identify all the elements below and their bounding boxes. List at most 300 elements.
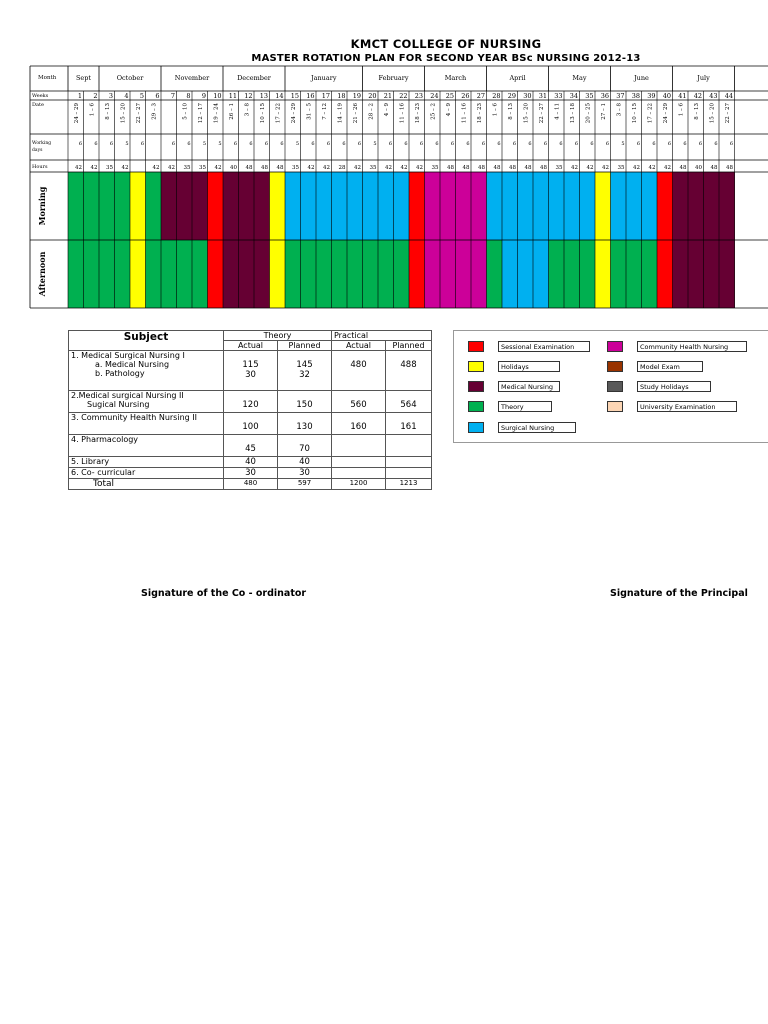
afternoon-block xyxy=(704,240,720,308)
week-number: 42 xyxy=(693,92,702,100)
working-days-value: 6 xyxy=(667,141,671,147)
afternoon-block xyxy=(471,240,487,308)
hours-value: 42 xyxy=(416,165,423,171)
week-number: 44 xyxy=(724,92,733,100)
morning-block xyxy=(409,172,425,240)
morning-block xyxy=(611,172,627,240)
morning-block xyxy=(580,172,596,240)
date-range: 13 – 18 xyxy=(569,103,576,124)
date-range: 8 – 13 xyxy=(693,103,700,120)
week-number: 18 xyxy=(337,92,346,100)
month-label: May xyxy=(572,74,587,82)
morning-block xyxy=(626,172,642,240)
legend-swatch xyxy=(607,361,623,372)
hours-cell: 120 xyxy=(224,391,278,413)
morning-block xyxy=(99,172,115,240)
table-row xyxy=(69,457,432,468)
row-label-month: Month xyxy=(38,75,57,81)
morning-block xyxy=(549,172,565,240)
month-label: February xyxy=(378,74,409,82)
hours-value: 42 xyxy=(648,165,656,171)
table-row xyxy=(69,391,432,413)
date-range: 4 – 11 xyxy=(554,103,561,120)
afternoon-block xyxy=(440,240,456,308)
working-days-value: 5 xyxy=(295,141,299,147)
row-label-afternoon: Afternoon xyxy=(37,251,47,297)
month-label: December xyxy=(237,74,271,82)
legend-label: Model Exam xyxy=(637,361,703,372)
month-label: April xyxy=(509,74,526,82)
morning-block xyxy=(394,172,410,240)
week-number: 5 xyxy=(139,92,144,100)
legend-swatch xyxy=(468,361,484,372)
subject-label: Total xyxy=(93,479,115,489)
hours-cell: 70 xyxy=(278,435,332,457)
working-days-value: 6 xyxy=(94,141,98,147)
date-range: 20 – 25 xyxy=(585,103,592,124)
afternoon-block xyxy=(316,240,332,308)
afternoon-block xyxy=(719,240,735,308)
morning-block xyxy=(270,172,286,240)
afternoon-block xyxy=(146,240,162,308)
hours-cell xyxy=(332,468,386,479)
afternoon-block xyxy=(254,240,270,308)
date-range: 11 – 16 xyxy=(399,103,406,124)
hours-value: 42 xyxy=(90,165,98,171)
date-range: 24 – 29 xyxy=(290,103,297,124)
date-range: 10 – 15 xyxy=(259,103,266,124)
working-days-value: 6 xyxy=(404,141,408,147)
afternoon-block xyxy=(192,240,208,308)
morning-block xyxy=(378,172,394,240)
column-header: Planned xyxy=(278,341,332,351)
week-number: 33 xyxy=(554,92,563,100)
working-days-value: 6 xyxy=(435,141,439,147)
week-number: 12 xyxy=(244,92,253,100)
working-days-value: 6 xyxy=(714,141,718,147)
afternoon-block xyxy=(595,240,611,308)
month-label: Sept xyxy=(75,74,92,82)
date-range: 14 – 19 xyxy=(337,103,344,124)
week-number: 43 xyxy=(709,92,718,100)
afternoon-block xyxy=(239,240,255,308)
subject-sub-label: Sugical Nursing xyxy=(87,400,150,409)
working-days-value: 6 xyxy=(450,141,454,147)
hours-cell: 1213 xyxy=(386,479,432,490)
morning-block xyxy=(456,172,472,240)
hours-value: 42 xyxy=(152,165,160,171)
working-days-value: 6 xyxy=(698,141,702,147)
hours-cell: 560 xyxy=(332,391,386,413)
hours-cell xyxy=(332,435,386,457)
hours-cell: 115 30 xyxy=(224,351,278,391)
date-range: 17 – 22 xyxy=(647,103,654,124)
column-header: Planned xyxy=(386,341,432,351)
morning-block xyxy=(192,172,208,240)
hours-value: 42 xyxy=(75,165,82,171)
working-days-value: 6 xyxy=(528,141,532,147)
coordinator-signature: Signature of the Co - ordinator xyxy=(141,588,307,599)
hours-value: 42 xyxy=(385,165,392,171)
week-number: 8 xyxy=(186,92,191,100)
morning-block xyxy=(332,172,348,240)
date-range: 1 – 6 xyxy=(89,103,96,117)
working-days-value: 6 xyxy=(683,141,687,147)
morning-block xyxy=(363,172,379,240)
afternoon-block xyxy=(502,240,518,308)
hours-value: 42 xyxy=(354,165,361,171)
week-number: 37 xyxy=(616,92,625,100)
week-number: 25 xyxy=(445,92,454,100)
table-row xyxy=(69,435,432,457)
week-number: 14 xyxy=(275,92,284,100)
date-range: 8 – 13 xyxy=(104,103,111,120)
morning-block xyxy=(285,172,301,240)
hours-cell: 150 xyxy=(278,391,332,413)
afternoon-block xyxy=(84,240,100,308)
legend-label: Holidays xyxy=(498,361,560,372)
afternoon-block xyxy=(580,240,596,308)
table-row xyxy=(69,479,432,490)
hours-value: 48 xyxy=(276,165,284,171)
date-range: 22 – 27 xyxy=(538,103,545,124)
afternoon-block xyxy=(657,240,673,308)
working-days-value: 6 xyxy=(419,141,423,147)
hours-cell: 30 xyxy=(278,468,332,479)
afternoon-block xyxy=(332,240,348,308)
date-range: 10 – 15 xyxy=(631,103,638,124)
subject-label: 2.Medical surgical Nursing II xyxy=(71,391,184,400)
working-days-value: 6 xyxy=(729,141,733,147)
morning-block xyxy=(642,172,658,240)
morning-block xyxy=(533,172,549,240)
week-number: 36 xyxy=(600,92,609,100)
subject-label: 1. Medical Surgical Nursing I xyxy=(71,351,185,360)
table-row xyxy=(69,351,432,391)
row-label-date: Date xyxy=(32,102,44,108)
hours-cell xyxy=(386,468,432,479)
week-number: 38 xyxy=(631,92,640,100)
date-range: 15 – 20 xyxy=(120,103,127,124)
hours-value: 42 xyxy=(633,165,640,171)
morning-block xyxy=(177,172,193,240)
subject-hours-table xyxy=(68,330,432,490)
month-label: March xyxy=(444,74,467,82)
row-label-morning: Morning xyxy=(37,186,47,226)
date-range: 28 – 2 xyxy=(368,103,375,120)
date-range: 1 – 6 xyxy=(492,103,499,117)
morning-block xyxy=(208,172,224,240)
date-range: 22 – 27 xyxy=(724,103,731,124)
morning-block xyxy=(68,172,84,240)
afternoon-block xyxy=(347,240,363,308)
hours-value: 42 xyxy=(400,165,408,171)
week-number: 17 xyxy=(321,92,330,100)
date-range: 29 – 3 xyxy=(151,103,158,120)
working-days-value: 6 xyxy=(559,141,563,147)
hours-cell: 480 xyxy=(224,479,278,490)
afternoon-block xyxy=(549,240,565,308)
week-number: 35 xyxy=(585,92,594,100)
afternoon-block xyxy=(688,240,704,308)
afternoon-block xyxy=(626,240,642,308)
hours-value: 42 xyxy=(307,165,315,171)
afternoon-block xyxy=(673,240,689,308)
hours-value: 48 xyxy=(478,165,485,171)
working-days-value: 6 xyxy=(187,141,191,147)
hours-value: 35 xyxy=(199,165,206,171)
morning-block xyxy=(688,172,704,240)
legend-swatch xyxy=(468,401,484,412)
hours-value: 40 xyxy=(230,165,237,171)
week-number: 34 xyxy=(569,92,578,100)
table-row xyxy=(69,413,432,435)
legend-swatch xyxy=(607,341,623,352)
date-range: 8 – 13 xyxy=(507,103,514,120)
hours-value: 42 xyxy=(586,165,594,171)
legend-label: Community Health Nursing xyxy=(637,341,747,352)
working-days-value: 6 xyxy=(264,141,268,147)
working-days-value: 6 xyxy=(543,141,547,147)
hours-value: 42 xyxy=(168,165,175,171)
working-days-value: 6 xyxy=(280,141,284,147)
month-label: October xyxy=(116,74,144,82)
working-days-value: 6 xyxy=(388,141,392,147)
subject-name xyxy=(69,413,224,435)
afternoon-block xyxy=(115,240,131,308)
college-name: KMCT COLLEGE OF NURSING xyxy=(350,37,542,51)
week-number: 41 xyxy=(678,92,687,100)
afternoon-block xyxy=(564,240,580,308)
working-days-value: 5 xyxy=(621,141,625,147)
date-range: 4 – 9 xyxy=(383,103,390,117)
morning-block xyxy=(130,172,146,240)
hours-value: 42 xyxy=(602,165,609,171)
legend-swatch xyxy=(468,381,484,392)
morning-block xyxy=(657,172,673,240)
morning-block xyxy=(487,172,503,240)
morning-block xyxy=(223,172,239,240)
subject-name xyxy=(69,468,224,479)
hours-value: 48 xyxy=(245,165,253,171)
week-number: 39 xyxy=(647,92,656,100)
legend-label: Theory xyxy=(498,401,552,412)
date-range: 4 – 9 xyxy=(445,103,452,117)
working-days-value: 6 xyxy=(605,141,609,147)
date-range: 31 – 5 xyxy=(306,103,313,120)
hours-value: 42 xyxy=(664,165,671,171)
hours-cell: 480 xyxy=(332,351,386,391)
morning-block xyxy=(471,172,487,240)
week-number: 30 xyxy=(523,92,532,100)
hours-cell xyxy=(332,457,386,468)
afternoon-block xyxy=(177,240,193,308)
working-days-value: 6 xyxy=(652,141,656,147)
afternoon-block xyxy=(409,240,425,308)
morning-block xyxy=(301,172,317,240)
legend-swatch xyxy=(468,341,484,352)
week-number: 22 xyxy=(399,92,408,100)
hours-cell: 160 xyxy=(332,413,386,435)
subject-sub-label: a. Medical Nursing xyxy=(95,360,170,369)
working-days-value: 5 xyxy=(373,141,377,147)
morning-block xyxy=(84,172,100,240)
date-range: 3 – 8 xyxy=(244,103,251,117)
week-number: 27 xyxy=(476,92,485,100)
week-number: 29 xyxy=(507,92,516,100)
week-number: 11 xyxy=(228,92,237,100)
hours-value: 35 xyxy=(183,165,191,171)
date-range: 27 – 1 xyxy=(600,103,607,120)
hours-value: 48 xyxy=(261,165,268,171)
rotation-grid xyxy=(0,0,768,320)
subject-name xyxy=(69,457,224,468)
hours-cell: 597 xyxy=(278,479,332,490)
plan-title: MASTER ROTATION PLAN FOR SECOND YEAR BSc NURSING 2012-13 xyxy=(251,53,641,64)
hours-cell: 1200 xyxy=(332,479,386,490)
afternoon-block xyxy=(301,240,317,308)
date-range: 5 – 10 xyxy=(182,103,189,120)
legend-box xyxy=(453,330,768,443)
date-range: 15 – 20 xyxy=(709,103,716,124)
working-days-value: 6 xyxy=(466,141,470,147)
row-label-days: days xyxy=(32,148,43,153)
hours-value: 48 xyxy=(493,165,501,171)
hours-value: 42 xyxy=(214,165,222,171)
subject-label: 5. Library xyxy=(71,457,110,466)
morning-block xyxy=(440,172,456,240)
hours-value: 35 xyxy=(431,165,439,171)
legend-label: University Examination xyxy=(637,401,737,412)
afternoon-block xyxy=(285,240,301,308)
working-days-value: 6 xyxy=(233,141,237,147)
theory-header: Theory xyxy=(224,331,332,341)
date-range: 24 – 29 xyxy=(73,103,80,124)
date-range: 22 – 27 xyxy=(135,103,142,124)
hours-cell: 45 xyxy=(224,435,278,457)
working-days-value: 6 xyxy=(109,141,113,147)
week-number: 21 xyxy=(383,92,392,100)
hours-value: 48 xyxy=(726,165,733,171)
hours-value: 48 xyxy=(462,165,470,171)
hours-value: 28 xyxy=(338,165,346,171)
afternoon-block xyxy=(270,240,286,308)
week-number: 20 xyxy=(368,92,377,100)
working-days-value: 5 xyxy=(218,141,222,147)
working-days-value: 6 xyxy=(249,141,253,147)
subject-label: 6. Co- curricular xyxy=(71,468,136,477)
subject-label: 4. Pharmacology xyxy=(71,435,139,444)
month-label: November xyxy=(174,74,210,82)
date-range: 1 – 6 xyxy=(678,103,685,117)
morning-block xyxy=(704,172,720,240)
week-number: 2 xyxy=(93,92,98,100)
subject-header: Subject xyxy=(69,331,224,351)
working-days-value: 6 xyxy=(78,141,82,147)
date-range: 18 – 23 xyxy=(414,103,421,124)
hours-value: 40 xyxy=(695,165,702,171)
subject-sub-label: b. Pathology xyxy=(95,369,145,378)
working-days-value: 5 xyxy=(125,141,129,147)
morning-block xyxy=(502,172,518,240)
hours-value: 48 xyxy=(540,165,547,171)
morning-block xyxy=(146,172,162,240)
week-number: 19 xyxy=(352,92,361,100)
hours-value: 35 xyxy=(369,165,377,171)
afternoon-block xyxy=(68,240,84,308)
working-days-value: 6 xyxy=(342,141,346,147)
afternoon-block xyxy=(533,240,549,308)
legend-label: Sessional Examination xyxy=(498,341,590,352)
afternoon-block xyxy=(363,240,379,308)
hours-value: 35 xyxy=(555,165,563,171)
morning-block xyxy=(564,172,580,240)
date-range: 26 – 1 xyxy=(228,103,235,120)
week-number: 1 xyxy=(77,92,82,100)
week-number: 28 xyxy=(492,92,501,100)
legend-swatch xyxy=(607,381,623,392)
week-number: 26 xyxy=(461,92,470,100)
table-row xyxy=(69,468,432,479)
date-range: 25 – 2 xyxy=(430,103,437,120)
legend-label: Medical Nursing xyxy=(498,381,560,392)
date-range: 21 – 26 xyxy=(352,103,359,124)
legend-label: Study Holidays xyxy=(637,381,711,392)
hours-value: 35 xyxy=(106,165,113,171)
working-days-value: 6 xyxy=(497,141,501,147)
afternoon-block xyxy=(518,240,534,308)
date-range: 15 – 20 xyxy=(523,103,530,124)
hours-cell: 564 xyxy=(386,391,432,413)
date-range: 19 – 24 xyxy=(213,103,220,124)
row-label-hours: Hours xyxy=(32,164,48,170)
legend-swatch xyxy=(607,401,623,412)
working-days-value: 6 xyxy=(512,141,516,147)
legend-label: Surgical Nursing xyxy=(498,422,576,433)
hours-value: 35 xyxy=(292,165,299,171)
subject-name xyxy=(69,391,224,413)
date-range: 24 – 29 xyxy=(662,103,669,124)
morning-block xyxy=(254,172,270,240)
afternoon-block xyxy=(208,240,224,308)
column-header: Actual xyxy=(332,341,386,351)
date-range: 3 – 8 xyxy=(616,103,623,117)
row-label-weeks: Weeks xyxy=(32,93,49,99)
afternoon-block xyxy=(456,240,472,308)
hours-cell: 100 xyxy=(224,413,278,435)
hours-value: 42 xyxy=(571,165,578,171)
week-number: 13 xyxy=(259,92,268,100)
week-number: 15 xyxy=(290,92,299,100)
hours-value: 42 xyxy=(121,165,129,171)
afternoon-block xyxy=(223,240,239,308)
afternoon-block xyxy=(161,240,177,308)
afternoon-block xyxy=(378,240,394,308)
row-label-working: Working xyxy=(32,141,52,146)
afternoon-block xyxy=(425,240,441,308)
afternoon-block xyxy=(611,240,627,308)
hours-value: 42 xyxy=(323,165,330,171)
working-days-value: 6 xyxy=(171,141,175,147)
hours-cell xyxy=(386,435,432,457)
week-number: 4 xyxy=(124,92,129,100)
working-days-value: 5 xyxy=(202,141,206,147)
hours-cell xyxy=(386,457,432,468)
working-days-value: 6 xyxy=(574,141,578,147)
afternoon-block xyxy=(130,240,146,308)
afternoon-block xyxy=(487,240,503,308)
subject-name xyxy=(69,435,224,457)
